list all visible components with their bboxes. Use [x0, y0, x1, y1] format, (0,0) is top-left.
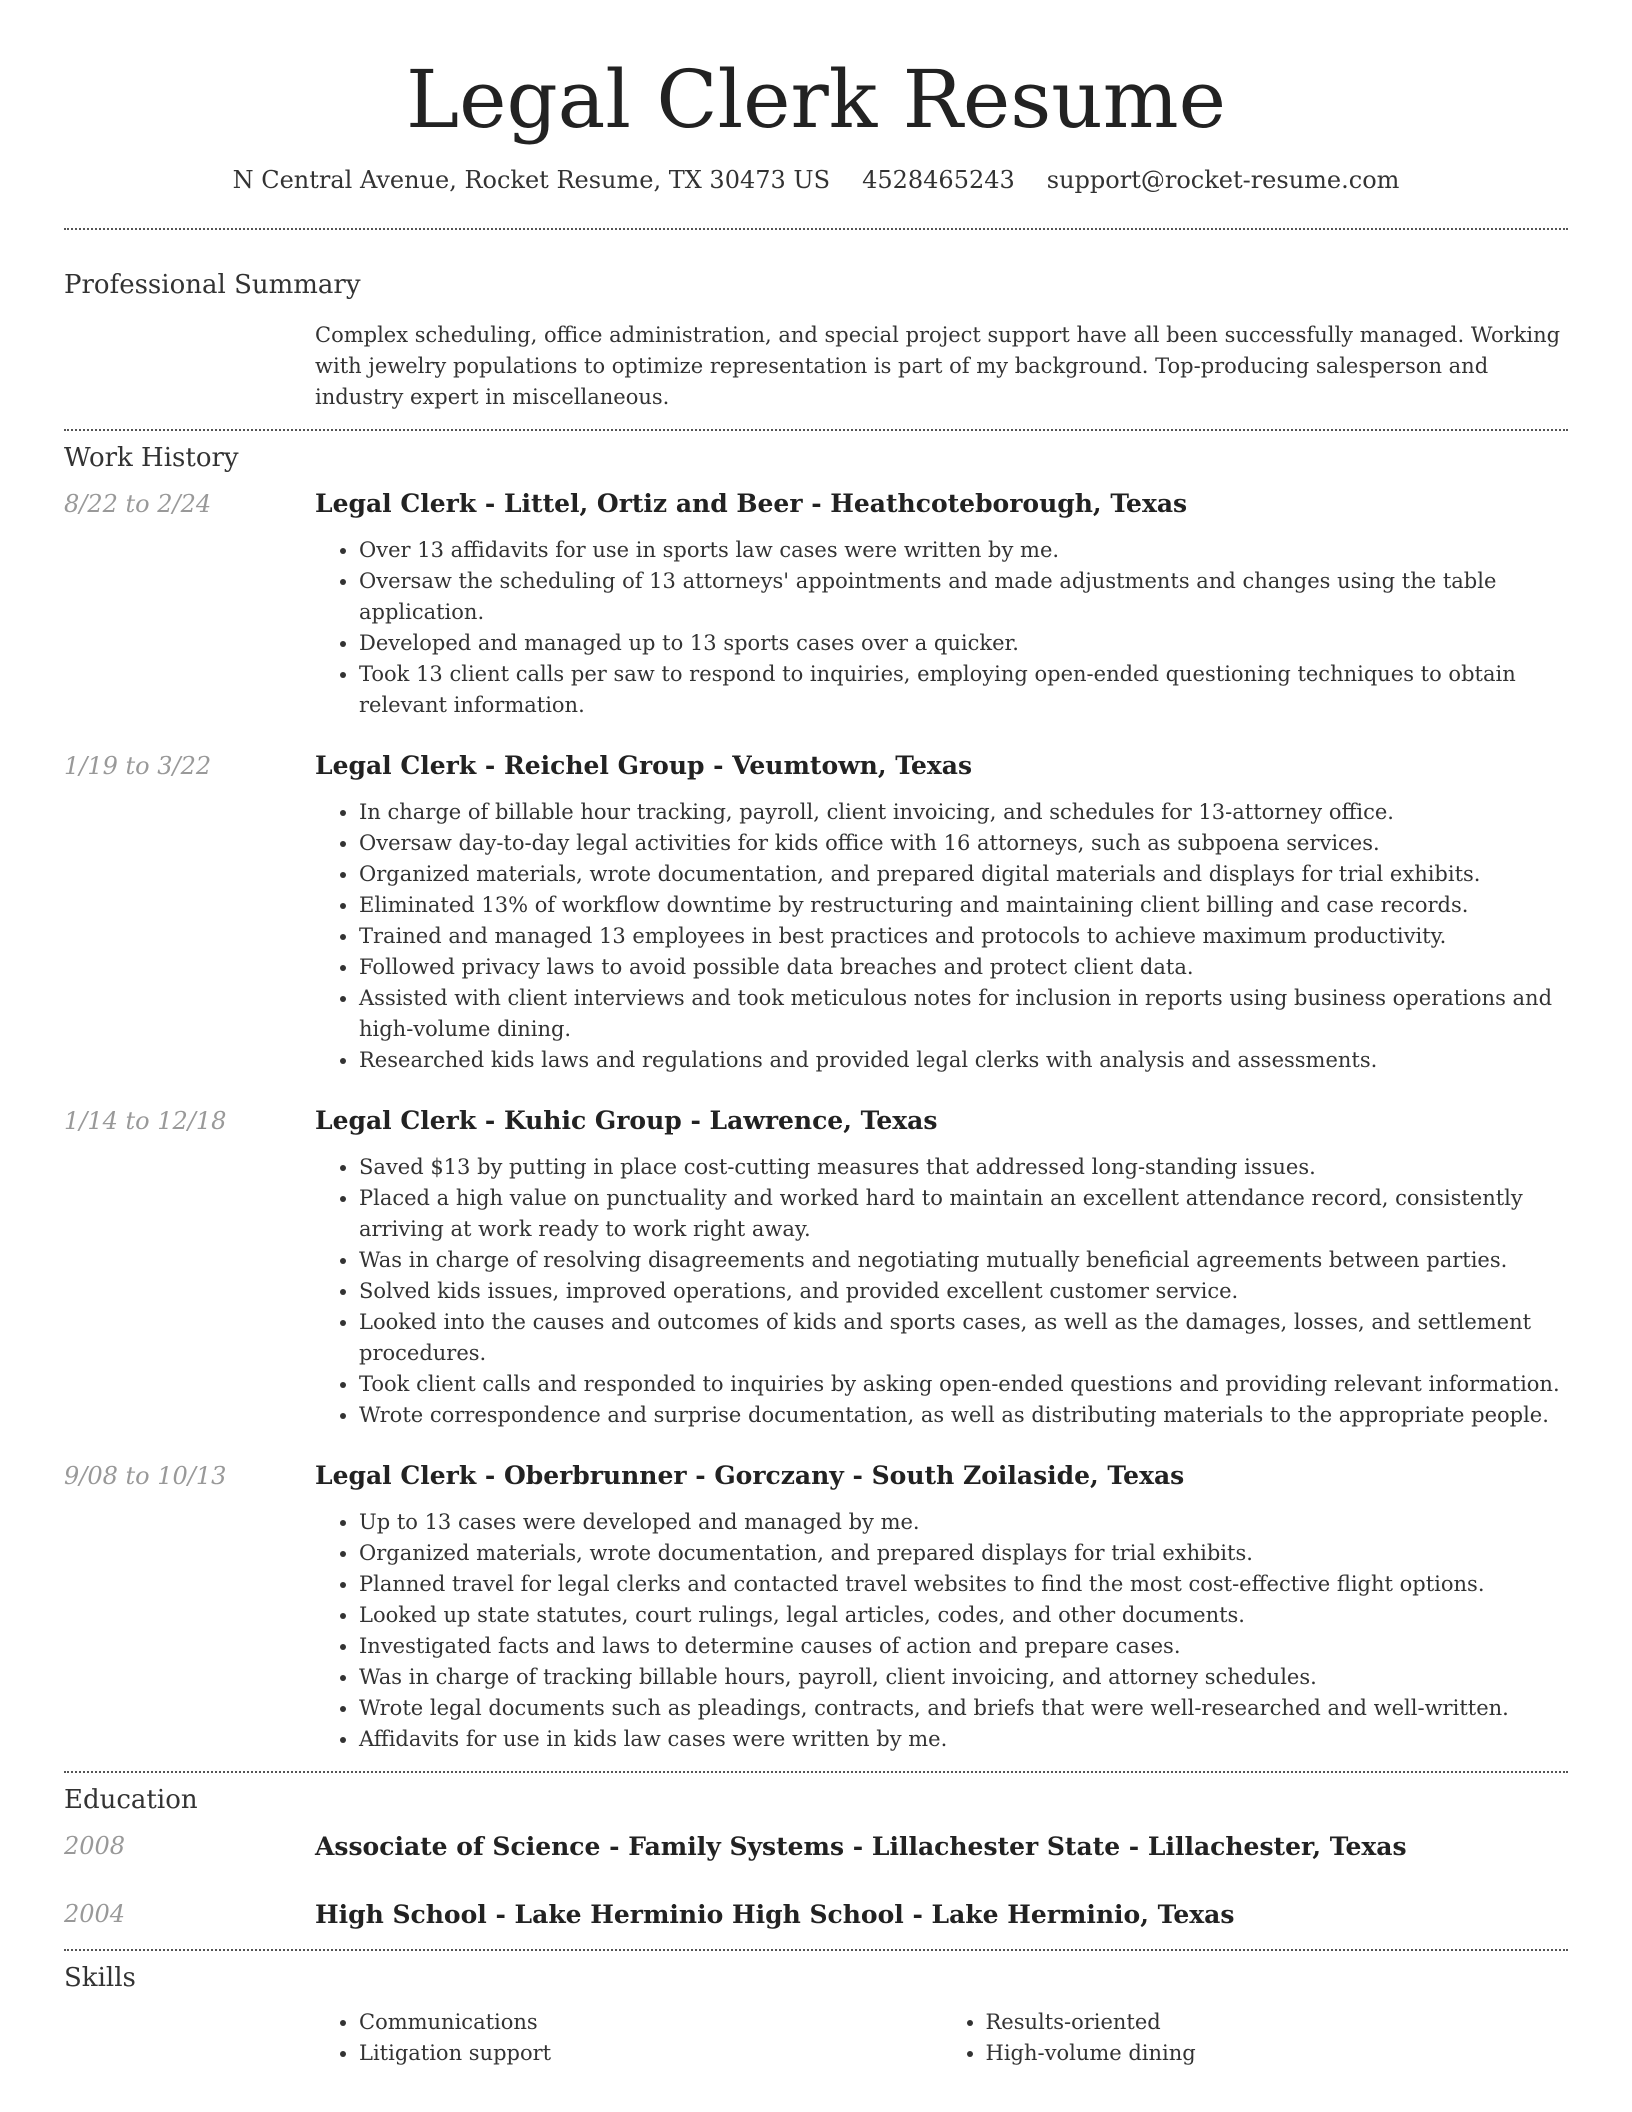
- list-item: • Investigated facts and laws to determine causes of action and prepare cases.: [359, 1631, 1568, 1662]
- skill-item: • High-volume dining: [986, 2038, 1569, 2069]
- section-title-work: Work History: [64, 443, 239, 473]
- summary-row: [64, 320, 1568, 413]
- resume-title: Legal Clerk Resume: [405, 53, 1227, 146]
- list-item: • Over 13 affidavits for use in sports law cases were written by me.: [359, 535, 1568, 566]
- skill-item: • Communications: [359, 2007, 942, 2038]
- list-item: • In charge of billable hour tracking, payroll, client invoicing, and schedules for 13-attorney office.: [359, 797, 1568, 828]
- summary-section: [0, 230, 1632, 413]
- education-section: [0, 1773, 1632, 1933]
- list-item: • Developed and managed up to 13 sports cases over a quicker.: [359, 628, 1568, 659]
- education-entry: [64, 1897, 1568, 1933]
- list-item: • Wrote legal documents such as pleadings, contracts, and briefs that were well-researched and well-written.: [359, 1693, 1568, 1724]
- skills-columns: [315, 1993, 1568, 2069]
- education-content: [315, 1897, 1568, 1933]
- job-dates: 1/14 to 12/18: [64, 1107, 227, 1135]
- contact-phone: 4528465243: [862, 166, 1015, 194]
- education-text: High School - Lake Herminio High School - Lake Herminio, Texas: [315, 1900, 1235, 1929]
- job-title: Legal Clerk - Littel, Ortiz and Beer - Heathcoteborough, Texas: [315, 489, 1188, 518]
- list-item: • Organized materials, wrote documentation, and prepared digital materials and displays for trial exhibits.: [359, 859, 1568, 890]
- resume-header: [0, 0, 1632, 194]
- job-entry: [64, 749, 1568, 1076]
- job-bullets: [315, 797, 1568, 1076]
- education-text: Associate of Science - Family Systems - Lillachester State - Lillachester, Texas: [315, 1832, 1407, 1861]
- list-item: • Oversaw the scheduling of 13 attorneys' appointments and made adjustments and changes using the table application.: [359, 566, 1568, 628]
- skills-list-right: [942, 2007, 1569, 2069]
- list-item: • Assisted with client interviews and took meticulous notes for inclusion in reports using business operations and high-volume dining.: [359, 983, 1568, 1045]
- list-item: • Researched kids laws and regulations and provided legal clerks with analysis and assessments.: [359, 1045, 1568, 1076]
- contact-address: N Central Avenue, Rocket Resume, TX 30473 US: [232, 166, 831, 194]
- job-dates: 8/22 to 2/24: [64, 490, 212, 518]
- list-item: • Was in charge of resolving disagreements and negotiating mutually beneficial agreements between parties.: [359, 1245, 1568, 1276]
- work-section: [0, 431, 1632, 1755]
- skill-item: • Litigation support: [359, 2038, 942, 2069]
- section-title-education: Education: [64, 1785, 198, 1815]
- job-content: [315, 749, 1568, 1076]
- summary-text: Complex scheduling, office administration, and special project support have all been successfully managed. Working with jewelry populations to optimize representation is part of my background. Top-producing salesperson and industry expert in miscellaneous.: [315, 323, 1561, 409]
- section-title-skills: Skills: [64, 1963, 136, 1993]
- skills-row: [64, 1993, 1568, 2069]
- education-year: 2004: [64, 1900, 126, 1928]
- skill-item: • Results-oriented: [986, 2007, 1569, 2038]
- job-dates: 9/08 to 10/13: [64, 1462, 227, 1490]
- job-content: [315, 1459, 1568, 1755]
- list-item: • Solved kids issues, improved operations, and provided excellent customer service.: [359, 1276, 1568, 1307]
- job-title: Legal Clerk - Reichel Group - Veumtown, Texas: [315, 751, 973, 780]
- job-title: Legal Clerk - Kuhic Group - Lawrence, Texas: [315, 1106, 938, 1135]
- job-bullets: [315, 535, 1568, 721]
- list-item: • Took client calls and responded to inquiries by asking open-ended questions and providing relevant information.: [359, 1369, 1568, 1400]
- job-dates: 1/19 to 3/22: [64, 752, 212, 780]
- education-year: 2008: [64, 1832, 126, 1860]
- contact-email: support@rocket-resume.com: [1046, 166, 1400, 194]
- list-item: • Up to 13 cases were developed and managed by me.: [359, 1507, 1568, 1538]
- job-title: Legal Clerk - Oberbrunner - Gorczany - South Zoilaside, Texas: [315, 1461, 1185, 1490]
- list-item: • Took 13 client calls per saw to respond to inquiries, employing open-ended questioning techniques to obtain relevant information.: [359, 659, 1568, 721]
- summary-content: [315, 320, 1568, 413]
- list-item: • Eliminated 13% of workflow downtime by restructuring and maintaining client billing and case records.: [359, 890, 1568, 921]
- job-entry: [64, 1104, 1568, 1431]
- summary-spacer: [64, 320, 315, 413]
- job-content: [315, 1104, 1568, 1431]
- skills-spacer: [64, 1993, 315, 2069]
- job-bullets: [315, 1152, 1568, 1431]
- job-entry: [64, 487, 1568, 721]
- list-item: • Saved $13 by putting in place cost-cutting measures that addressed long-standing issues.: [359, 1152, 1568, 1183]
- education-entry: [64, 1829, 1568, 1865]
- job-entry: [64, 1459, 1568, 1755]
- contact-line: [0, 166, 1632, 194]
- list-item: • Wrote correspondence and surprise documentation, as well as distributing materials to the appropriate people.: [359, 1400, 1568, 1431]
- list-item: • Affidavits for use in kids law cases were written by me.: [359, 1724, 1568, 1755]
- section-title-summary: Professional Summary: [64, 270, 361, 300]
- list-item: • Was in charge of tracking billable hours, payroll, client invoicing, and attorney schedules.: [359, 1662, 1568, 1693]
- list-item: • Placed a high value on punctuality and worked hard to maintain an excellent attendance record, consistently arriving at work ready to work right away.: [359, 1183, 1568, 1245]
- list-item: • Trained and managed 13 employees in best practices and protocols to achieve maximum productivity.: [359, 921, 1568, 952]
- list-item: • Followed privacy laws to avoid possible data breaches and protect client data.: [359, 952, 1568, 983]
- education-content: [315, 1829, 1568, 1865]
- job-bullets: [315, 1507, 1568, 1755]
- skills-section: [0, 1951, 1632, 2069]
- job-content: [315, 487, 1568, 721]
- list-item: • Looked up state statutes, court rulings, legal articles, codes, and other documents.: [359, 1600, 1568, 1631]
- list-item: • Looked into the causes and outcomes of kids and sports cases, as well as the damages, losses, and settlement procedures.: [359, 1307, 1568, 1369]
- list-item: • Planned travel for legal clerks and contacted travel websites to find the most cost-effective flight options.: [359, 1569, 1568, 1600]
- list-item: • Organized materials, wrote documentation, and prepared displays for trial exhibits.: [359, 1538, 1568, 1569]
- skills-list-left: [315, 2007, 942, 2069]
- list-item: • Oversaw day-to-day legal activities for kids office with 16 attorneys, such as subpoena services.: [359, 828, 1568, 859]
